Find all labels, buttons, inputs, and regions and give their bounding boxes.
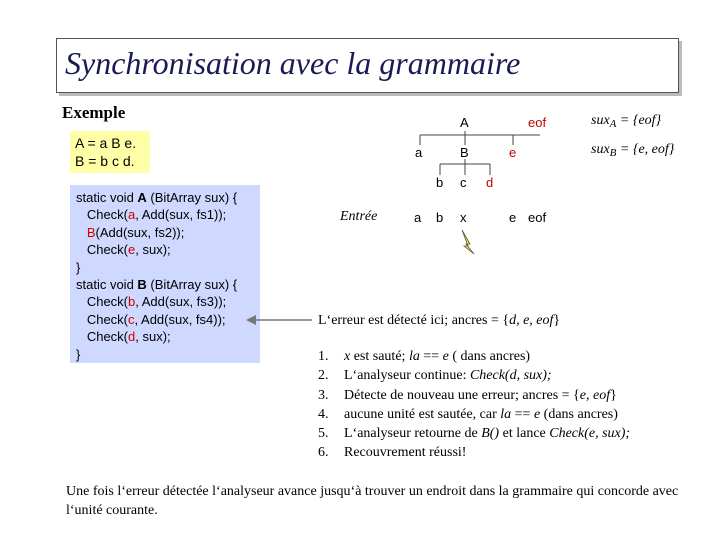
code-line: }: [76, 346, 81, 362]
code-line: }: [76, 259, 81, 275]
sux-a-label: sux$_A$ = {eof}: [591, 113, 662, 130]
code-line: Check(b, Add(sux, fs3));: [76, 294, 227, 310]
input-token: x: [460, 210, 467, 225]
step-item: 3. Détecte de nouveau une erreur; ancres = {e, eof}: [318, 387, 617, 403]
sux-b-label: sux$_B$ = {e, eof}: [591, 142, 675, 159]
step-item: 4. aucune unité est sautée, car la == e (dans ancres): [318, 406, 618, 422]
exemple-label: Exemple: [62, 103, 126, 122]
code-line: Check(a, Add(sux, fs1));: [76, 207, 227, 223]
input-token: e: [509, 210, 517, 225]
code-line: static void B (BitArray sux) {: [76, 277, 238, 293]
tree-node-B: B: [460, 145, 469, 160]
tree-node-e: e: [509, 145, 517, 160]
code-line: Check(e, sux);: [76, 242, 171, 258]
input-label: Entrée: [340, 209, 378, 224]
input-token: eof: [528, 210, 547, 225]
step-item: 1. x est sauté; la == e ( dans ancres): [318, 349, 531, 364]
grammar-rule-a: A = a B e.: [75, 135, 137, 151]
step-item: 2. L‘analyseur continue: Check(d, sux);: [318, 368, 552, 384]
input-token: a: [414, 210, 422, 225]
step-item: 5. L‘analyseur retourne de B() et lance Check(e, sux);: [318, 426, 631, 442]
lightning-icon: [462, 230, 474, 254]
slide-title: Synchronisation avec la grammaire: [65, 45, 521, 81]
tree-node-A: A: [460, 115, 469, 130]
tree-node-c: c: [460, 175, 467, 190]
code-line: Check(d, sux);: [76, 329, 171, 345]
step-item: 6. Recouvrement réussi!: [318, 445, 467, 461]
tree-node-b: b: [436, 175, 444, 190]
arrow-icon: [246, 315, 312, 325]
conclusion-text: Une fois l‘erreur détectée l‘analyseur avance jusqu‘à trouver un endroit dans la grammaire qui concorde avec l‘unité courante.: [66, 484, 679, 518]
code-line: static void A (BitArray sux) {: [76, 190, 238, 205]
error-message: L‘erreur est détecté ici; ancres = {d, e, eof}: [318, 313, 561, 328]
code-line: Check(c, Add(sux, fs4));: [76, 311, 226, 327]
tree-node-a: a: [415, 145, 423, 160]
grammar-rule-b: B = b c d.: [75, 153, 135, 169]
code-line: B(Add(sux, fs2));: [86, 224, 185, 240]
tree-node-eof: eof: [528, 115, 547, 130]
input-token: b: [436, 210, 444, 225]
recovery-steps: [318, 347, 630, 463]
tree-node-d: d: [486, 175, 494, 190]
